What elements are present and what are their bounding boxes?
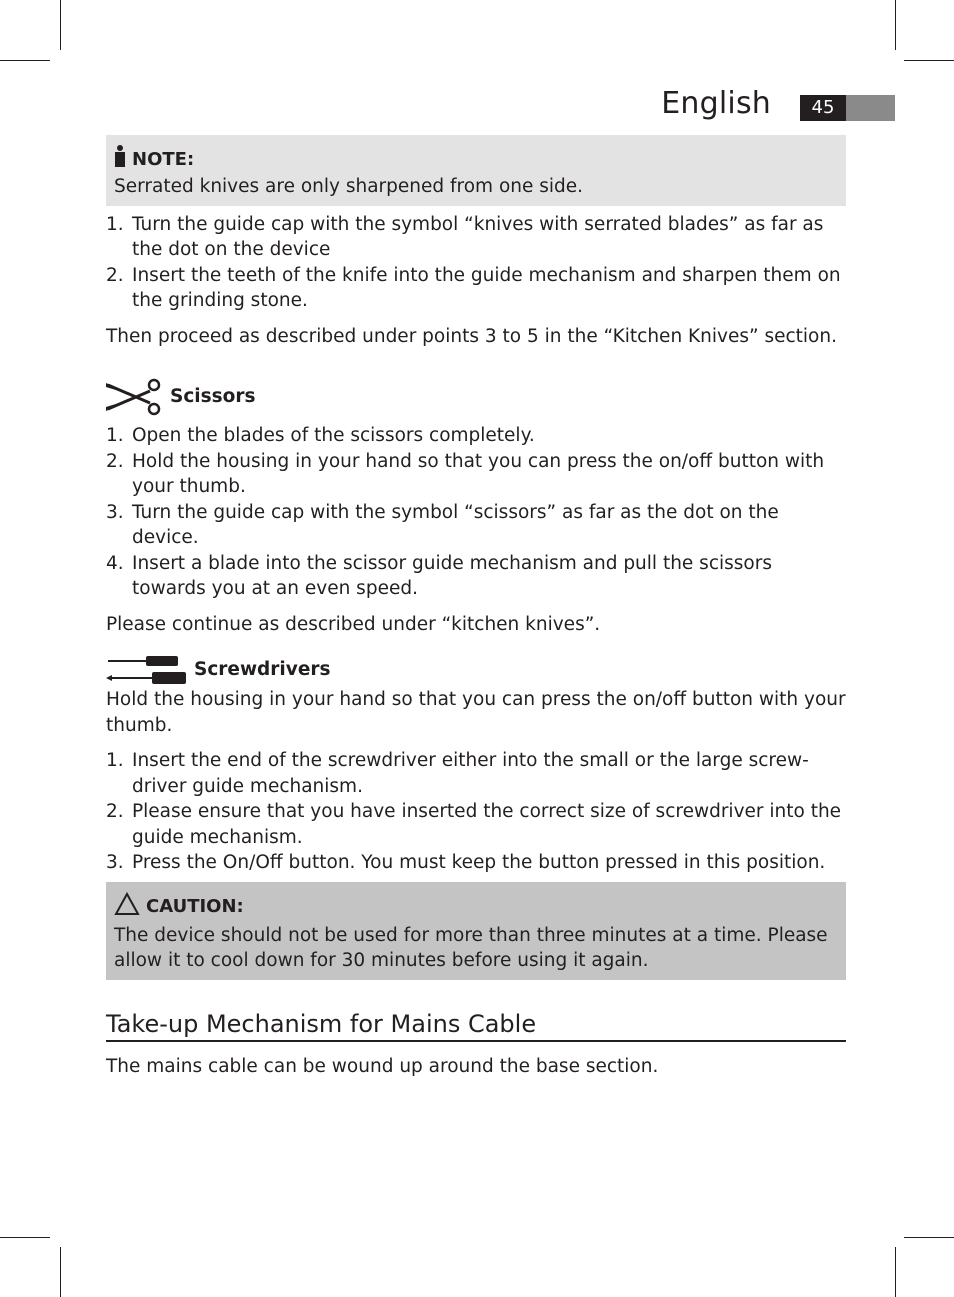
list-item — [106, 500, 846, 551]
info-icon — [114, 145, 126, 174]
screwdrivers-intro: Hold the housing in your hand so that you can press the on/off button with your thumb. — [106, 689, 846, 736]
screwdrivers-steps-list — [106, 748, 846, 876]
list-item — [106, 423, 846, 449]
crop-mark — [60, 0, 61, 50]
screwdrivers-heading — [106, 653, 846, 687]
list-item-number: 1. — [106, 425, 124, 446]
list-item — [106, 748, 846, 799]
list-item — [106, 551, 846, 602]
list-item-text: Please ensure that you have inserted the correct size of screwdriver into the guide mechanism. — [132, 801, 842, 848]
screwdriver-icon — [106, 653, 186, 687]
list-item-text: Insert the end of the screwdriver either into the small or the large screw-driver guide mechanism. — [132, 750, 809, 797]
list-item-number: 2. — [106, 801, 124, 822]
list-item — [106, 449, 846, 500]
note-text: Serrated knives are only sharpened from one side. — [114, 176, 584, 197]
cable-section-text: The mains cable can be wound up around the base section. — [106, 1055, 659, 1077]
crop-mark — [0, 60, 50, 61]
caution-box — [106, 882, 846, 980]
scissors-followup: Please continue as described under “kitchen knives”. — [106, 613, 601, 635]
crop-mark — [895, 1247, 896, 1297]
list-item-text: Turn the guide cap with the symbol “scissors” as far as the dot on the device. — [132, 501, 779, 548]
crop-mark — [904, 60, 954, 61]
list-item-number: 2. — [106, 450, 124, 472]
list-item-number: 3. — [106, 501, 124, 523]
serrated-steps-list — [106, 212, 846, 314]
page-number-bar — [846, 95, 895, 121]
crop-mark — [60, 1247, 61, 1297]
list-item-text: Insert a blade into the scissor guide mechanism and pull the scissors towards you at an even speed. — [132, 552, 772, 599]
screwdrivers-title: Screwdrivers — [194, 659, 331, 681]
list-item-text: Open the blades of the scissors completely. — [132, 425, 535, 446]
list-item-text: Hold the housing in your hand so that you can press the on/off button with your thumb. — [132, 450, 825, 497]
list-item — [106, 850, 846, 876]
list-item-number: 4. — [106, 552, 124, 574]
crop-mark — [904, 1237, 954, 1238]
crop-mark — [0, 1237, 50, 1238]
note-header — [114, 145, 838, 174]
list-item-number: 3. — [106, 852, 124, 873]
list-item-text: Turn the guide cap with the symbol “knives with serrated blades” as far as the dot on the device — [132, 213, 824, 260]
caution-header — [114, 892, 838, 923]
crop-mark — [895, 0, 896, 50]
caution-text: The device should not be used for more than three minutes at a time. Please allow it to cool down for 30 minutes before using it again. — [114, 924, 828, 971]
scissors-heading — [106, 377, 846, 417]
note-label: NOTE: — [132, 148, 195, 170]
list-item-number: 2. — [106, 264, 124, 286]
serrated-followup: Then proceed as described under points 3 to 5 in the “Kitchen Knives” section. — [106, 325, 837, 347]
scissors-steps-list — [106, 423, 846, 602]
section-title: Take-up Mechanism for Mains Cable — [106, 1008, 846, 1042]
list-item-number: 1. — [106, 213, 124, 235]
language-label: English — [661, 86, 771, 121]
list-item — [106, 263, 846, 314]
warning-triangle-icon — [114, 892, 140, 923]
list-item — [106, 212, 846, 263]
list-item-text: Press the On/Off button. You must keep the button pressed in this position. — [132, 852, 826, 873]
list-item-text: Insert the teeth of the knife into the guide mechanism and sharpen them on the grinding stone. — [132, 264, 841, 311]
note-box — [106, 135, 846, 206]
list-item — [106, 799, 846, 850]
list-item-number: 1. — [106, 750, 124, 771]
scissors-title: Scissors — [170, 386, 256, 408]
page-header — [0, 86, 954, 126]
caution-label: CAUTION: — [146, 896, 244, 917]
page-content — [106, 135, 846, 1079]
scissors-icon — [106, 377, 162, 417]
page-number: 45 — [800, 95, 846, 121]
